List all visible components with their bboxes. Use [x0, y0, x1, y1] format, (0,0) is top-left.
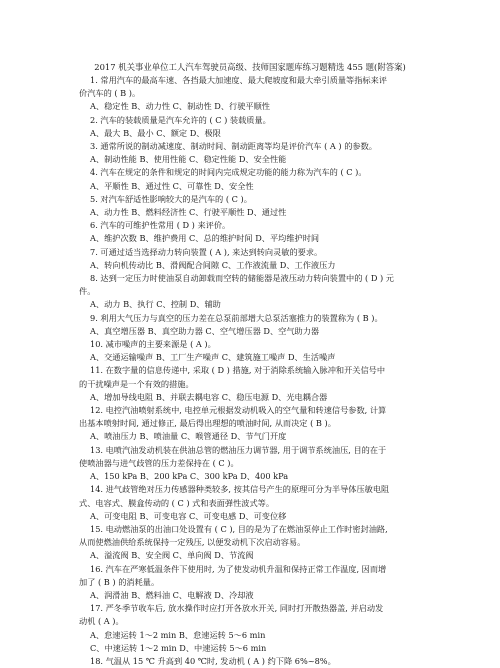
text-line: 13. 电喷汽油发动机装在供油总管的燃油压力调节器, 用于调节系统油压, 目的在于	[90, 444, 387, 455]
text-line: 出基本喷射时间, 通过修正, 最后得出理想的喷油时间, 从而决定 ( B )。	[79, 418, 336, 429]
text-line: A、喷油压力 B、喷油量 C、喉管通径 D、节气门开度	[90, 431, 287, 442]
document-body	[79, 74, 421, 668]
document-title: 2017 机关事业单位工人汽车驾驶员高级、技师国家题库练习题精选 455 题(附答案)	[94, 62, 406, 72]
text-line: A、交通运输噪声 B、工厂生产噪声 C、建筑施工噪声 D、生活噪声	[90, 352, 336, 363]
text-line: A、平顺性 B、通过性 C、可靠性 D、安全性	[90, 180, 254, 191]
text-line: A、稳定性 B、动力性 C、制动性 D、行驶平顺性	[90, 101, 270, 112]
text-line: 价汽车的 ( B )。	[79, 88, 141, 99]
text-line: 17. 严冬季节收车后, 放水操作时应打开各放水开关, 同时打开散热器盖, 并启动发	[90, 603, 384, 614]
text-line: 件。	[79, 286, 96, 297]
text-line: 12. 电控汽油喷射系统中, 电控单元根据发动机吸入的空气量和转速信号参数, 计算	[90, 405, 387, 416]
text-line: 2. 汽车的装载质量是汽车允许的 ( C ) 装载质量。	[90, 114, 271, 125]
text-line: C、中速运转 1～2 min D、中速运转 5～6 min	[90, 642, 267, 653]
text-line: 式、电容式、膜盒传动的 ( C ) 式和表面弹性波式等。	[79, 497, 275, 508]
text-line: 10. 减市噪声的主要来源是 ( A )。	[90, 339, 216, 350]
text-line: 的干扰噪声是一个有效的措施。	[79, 378, 194, 389]
text-line: A、维护次数 B、维护费用 C、总的维护时间 D、平均维护时间	[90, 233, 320, 244]
text-line: 4. 汽车在规定的条件和规定的时间内完成规定功能的能力称为汽车的 ( C )。	[90, 167, 367, 178]
text-line: A、动力 B、执行 C、控制 D、辅助	[90, 299, 221, 310]
text-line: 9. 利用大气压力与真空的压力差在总泵前部增大总泵活塞推力的装置称为 ( B )。	[90, 312, 383, 323]
text-line: A、真空增压器 B、真空助力器 C、空气增压器 D、空气助力器	[90, 325, 320, 336]
text-line: 11. 在数字量的信息传递中, 采取 ( D ) 措施, 对于消除系统输入脉冲和开关信号中	[90, 365, 386, 376]
text-line: 从而使燃油供给系统保持一定残压, 以便发动机下次启动容易。	[79, 537, 306, 548]
text-line: 15. 电动燃油泵的出油口处设置有 ( C ), 目的是为了在燃油泵停止工作时密封油路,	[90, 523, 388, 534]
text-line: 14. 进气歧管绝对压力传感器种类较多, 按其信号产生的原理可分为半导体压敏电阻	[90, 484, 390, 495]
text-line: A、最大 B、最小 C、额定 D、极限	[90, 127, 221, 138]
text-line: A、制动性能 B、使用性能 C、稳定性能 D、安全性能	[90, 154, 287, 165]
text-line: A、润滑油 B、燃料油 C、电解液 D、冷却液	[90, 589, 254, 600]
text-line: 18. 气温从 15 ℃ 升高到 40 ℃时, 发动机 ( A ) 约下降 6%~8%。	[90, 655, 336, 666]
text-line: 加了 ( B ) 的消耗量。	[79, 576, 160, 587]
text-line: 7. 可通过适当选择动力转向装置 ( A ), 来达到转向灵敏的要求。	[90, 246, 323, 257]
text-line: 3. 通常所说的制动减速度、制动时间、制动距离等均是评价汽车 ( A ) 的参数。	[90, 141, 377, 152]
text-line: 16. 汽车在严寒低温条件下使用时, 为了使发动机升温和保持正常工作温度, 因而增	[90, 563, 387, 574]
text-line: 5. 对汽车舒适性影响较大的是汽车的 ( C )。	[90, 193, 252, 204]
text-line: A、转向机传动比 B、滑阀配合间隙 C、工作液流量 D、工作液压力	[90, 259, 336, 270]
text-line: A、怠速运转 1～2 min B、怠速运转 5～6 min	[90, 629, 266, 640]
text-line: 使喷油器与进气歧管的压力差保持在 ( C )。	[79, 457, 239, 468]
text-line: 动机 ( A )。	[79, 616, 124, 627]
text-line: A、可变电阻 B、可变电容 C、可变电感 D、可变位移	[90, 510, 287, 521]
text-line: A、动力性 B、燃料经济性 C、行驶平顺性 D、通过性	[90, 207, 287, 218]
text-line: A、150 kPa B、200 kPa C、300 kPa D、400 kPa	[90, 471, 289, 482]
text-line: A、增加导线电阻 B、并联去耦电容 C、稳压电源 D、光电耦合器	[90, 391, 328, 402]
text-line: 1. 常用汽车的最高车速、各挡最大加速度、最大爬坡度和最大牵引质量等指标来评	[90, 75, 387, 85]
text-line: 8. 达到一定压力时使油泵自动卸载而空转的储能器是液压动力转向装置中的 ( D ) 元	[90, 273, 394, 284]
text-line: 6. 汽车的可维护性常用 ( D ) 来评价。	[90, 220, 231, 231]
text-line: A、溢流阀 B、安全阀 C、单向阀 D、节流阀	[90, 550, 254, 561]
